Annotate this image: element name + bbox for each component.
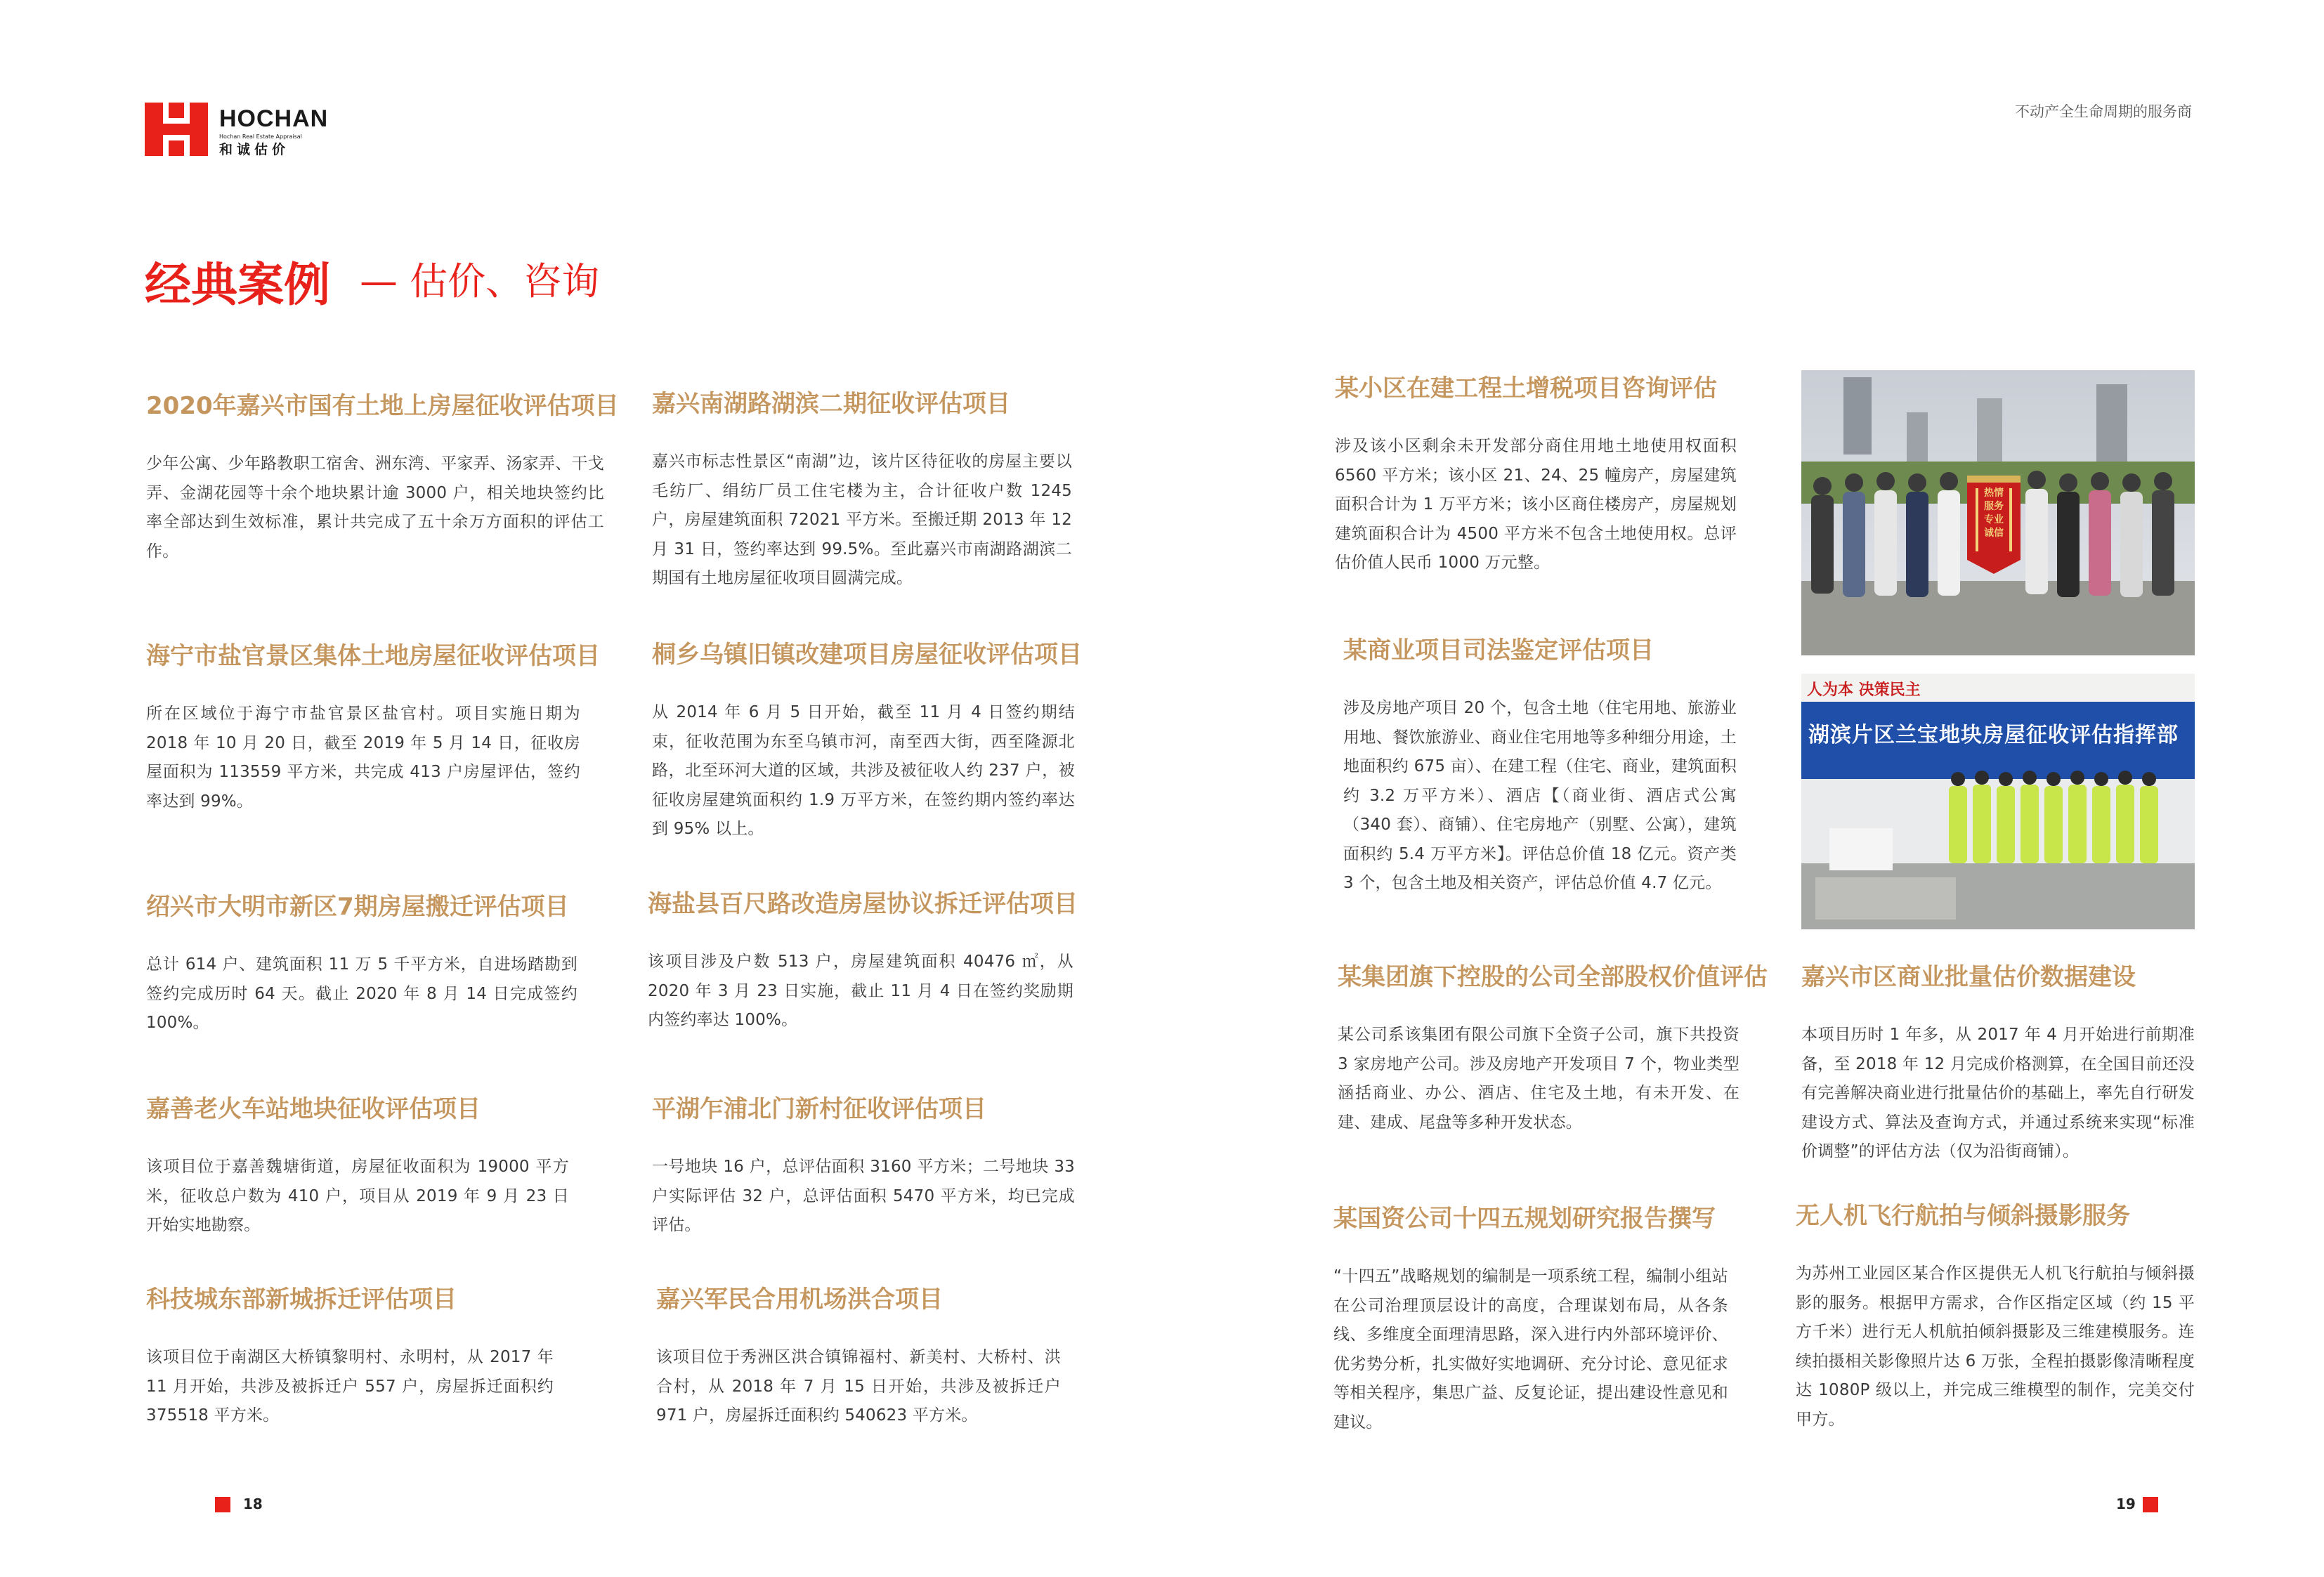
case-pinghu-zhapu — [652, 1095, 1075, 1241]
case-text: 涉及该小区剩余未开发部分商住用地土地使用权面积 6560 平方米；该小区 21、24、25 幢房产，房屋建筑面积合计为 1 万平方米；该小区商住楼房产，房屋规划建筑面积合计为 4500 平方米不包含土地使用权。总评估价值人民币 1000 万元整。 — [1335, 437, 1737, 572]
office-photo-image — [1801, 674, 2195, 929]
page-number-left: 18 — [243, 1496, 263, 1512]
case-nanhu-road — [652, 390, 1072, 594]
case-drone — [1796, 1202, 2195, 1434]
case-text: 该项目位于南湖区大桥镇黎明村、永明村，从 2017 年 11 月开始，共涉及被拆迁户 557 户，房屋拆迁面积约 375518 平方米。 — [146, 1348, 554, 1425]
case-title: 海宁市盐官景区集体土地房屋征收评估项目 — [146, 642, 600, 670]
logo-text-en: HOCHAN — [219, 105, 329, 132]
case-keji-city — [146, 1285, 554, 1431]
logo-text-sub: Hochan Real Estate Appraisal — [219, 133, 302, 140]
case-title: 绍兴市大明市新区7期房屋搬迁评估项目 — [146, 893, 569, 921]
case-text: 涉及房地产项目 20 个，包含土地（住宅用地、旅游业用地、餐饮旅游业、商业住宅用地等多种细分用途，土地面积约 675 亩）、在建工程（住宅、商业，建筑面积约 3.2 万平方米）、酒店【（商业街、酒店式公寓（340 套）、商铺）、住宅房地产（别墅、公寓），建筑面积约 5.4 万平方米】。评估总价值 18 亿元。资产类 3 个，包含土地及相关资产，评估总价值 4.7 亿元。 — [1343, 699, 1737, 892]
office-photo — [1801, 674, 2195, 929]
group-photo-banner — [1801, 370, 2195, 655]
case-text: 本项目历时 1 年多，从 2017 年 4 月开始进行前期准备，至 2018 年 12 月完成价格测算，在全国目前还没有完善解决商业进行批量估价的基础上，率先自行研发建设方式、算法及查询方式，并通过系统来实现“标准价调整”的评估方法（仅为沿街商铺）。 — [1801, 1026, 2195, 1160]
case-text: 从 2014 年 6 月 5 日开始，截至 11 月 4 日签约期结束，征收范围为东至乌镇市河，南至西大街，西至隆源北路，北至环河大道的区域，共涉及被征收人约 237 户，被征收房屋建筑面积约 1.9 万平方米，在签约期内签约率达到 95% 以上。 — [652, 703, 1075, 838]
case-batch-valuation — [1801, 963, 2195, 1167]
office-banner-main: 湖滨片区兰宝地块房屋征收评估指挥部 — [1808, 723, 2179, 747]
page-subtitle: — 估价、咨询 — [360, 259, 600, 303]
case-text: 总计 614 户、建筑面积 11 万 5 千平方米，自进场踏勘到签约完成历时 64 天。截止 2020 年 8 月 14 日完成签约 100%。 — [146, 955, 577, 1032]
banner-text: 热情服务 专业诚信 — [1984, 488, 2004, 539]
case-title: 嘉善老火车站地块征收评估项目 — [146, 1095, 481, 1123]
case-text: “十四五”战略规划的编制是一项系统工程，编制小组站在公司治理顶层设计的高度，合理谋划布局，从各条线、多维度全面理清思路，深入进行内外部环境评价、优劣势分析，扎实做好实地调研、充分讨论、意见征求等相关程序，集思广益、反复论证，提出建设性意见和建议。 — [1333, 1267, 1728, 1432]
case-text: 嘉兴市标志性景区“南湖”边，该片区待征收的房屋主要以毛纺厂、绢纺厂员工住宅楼为主，合计征收户数 1245 户，房屋建筑面积 72021 平方米。至搬迁期 2013 年 12 月 31 日，签约率达到 99.5%。至此嘉兴市南湖路湖滨二期国有土地房屋征收项目圆满完成。 — [652, 452, 1072, 587]
office-banner-left: 人为本 决策民主 — [1807, 681, 1921, 699]
case-wuzhen — [652, 641, 1082, 844]
case-title: 嘉兴军民合用机场洪合项目 — [656, 1285, 943, 1314]
page-marker-right-icon — [2143, 1497, 2158, 1512]
case-text: 该项目位于秀洲区洪合镇锦福村、新美村、大桥村、洪合村，从 2018 年 7 月 15 日开始，共涉及被拆迁户 971 户，房屋拆迁面积约 540623 平方米。 — [656, 1348, 1061, 1425]
case-title: 桐乡乌镇旧镇改建项目房屋征收评估项目 — [652, 641, 1082, 669]
case-text: 该项目涉及户数 513 户，房屋建筑面积 40476 ㎡，从 2020 年 3 月 23 日实施，截止 11 月 4 日在签约奖励期内签约率达 100%。 — [648, 953, 1073, 1029]
header-tagline: 不动产全生命周期的服务商 — [2015, 103, 2192, 120]
case-jiaxing-2020 — [146, 392, 619, 566]
case-jiashan-station — [146, 1095, 569, 1241]
case-title: 2020年嘉兴市国有土地上房屋征收评估项目 — [146, 392, 619, 420]
case-title: 海盐县百尺路改造房屋协议拆迁评估项目 — [648, 890, 1078, 918]
logo-text-cn: 和诚估价 — [219, 142, 290, 157]
case-title: 某商业项目司法鉴定评估项目 — [1343, 636, 1654, 665]
case-title: 无人机飞行航拍与倾斜摄影服务 — [1796, 1202, 2130, 1230]
case-title: 平湖乍浦北门新村征收评估项目 — [652, 1095, 986, 1123]
case-title: 嘉兴南湖路湖滨二期征收评估项目 — [652, 390, 1010, 418]
case-title: 某国资公司十四五规划研究报告撰写 — [1333, 1205, 1716, 1233]
case-shaoxing-daming — [146, 893, 577, 1038]
case-title: 科技城东部新城拆迁评估项目 — [146, 1285, 457, 1314]
case-text: 一号地块 16 户，总评估面积 3160 平方米；二号地块 33 户实际评估 32 户，总评估面积 5470 平方米，均已完成评估。 — [652, 1158, 1075, 1234]
hochan-logo-icon — [145, 103, 208, 156]
case-title: 某小区在建工程土增税项目咨询评估 — [1335, 374, 1717, 403]
case-airport-honghe — [656, 1285, 1061, 1431]
page-title: 经典案例 — [145, 258, 330, 312]
page-number-right: 19 — [2116, 1496, 2136, 1512]
case-haiyan-baichi — [648, 890, 1078, 1035]
case-14th-plan — [1333, 1205, 1728, 1437]
case-text: 该项目位于嘉善魏塘街道，房屋征收面积为 19000 平方米，征收总户数为 410 户，项目从 2019 年 9 月 23 日开始实地勘察。 — [146, 1158, 569, 1234]
case-title: 某集团旗下控股的公司全部股权价值评估 — [1338, 963, 1768, 991]
case-text: 某公司系该集团有限公司旗下全资子公司，旗下共投资 3 家房地产公司。涉及房地产开发项目 7 个，物业类型涵括商业、办公、酒店、住宅及土地，有未开发、在建、建成、尾盘等多种开发状态。 — [1338, 1026, 1739, 1132]
page-marker-left-icon — [215, 1497, 230, 1512]
case-land-tax — [1335, 374, 1737, 578]
case-equity — [1338, 963, 1768, 1137]
case-title: 嘉兴市区商业批量估价数据建设 — [1801, 963, 2136, 991]
case-text: 少年公寓、少年路教职工宿舍、洲东湾、平家弄、汤家弄、干戈弄、金湖花园等十余个地块累计逾 3000 户，相关地块签约比率全部达到生效标准，累计共完成了五十余万方面积的评估工作。 — [146, 454, 604, 561]
case-text: 所在区域位于海宁市盐官景区盐官村。项目实施日期为 2018 年 10 月 20 日，截至 2019 年 5 月 14 日，征收房屋面积为 113559 平方米，共完成 413 户房屋评估，签约率达到 99%。 — [146, 705, 580, 811]
case-judicial — [1343, 636, 1737, 898]
case-haining-yanguan — [146, 642, 600, 816]
case-text: 为苏州工业园区某合作区提供无人机飞行航拍与倾斜摄影的服务。根据甲方需求，合作区指定区域（约 15 平方千米）进行无人机航拍倾斜摄影及三维建模服务。连续拍摄相关影像照片达 6 万张，全程拍摄影像清晰程度达 1080P 级以上，并完成三维模型的制作，完美交付甲方。 — [1796, 1264, 2195, 1429]
